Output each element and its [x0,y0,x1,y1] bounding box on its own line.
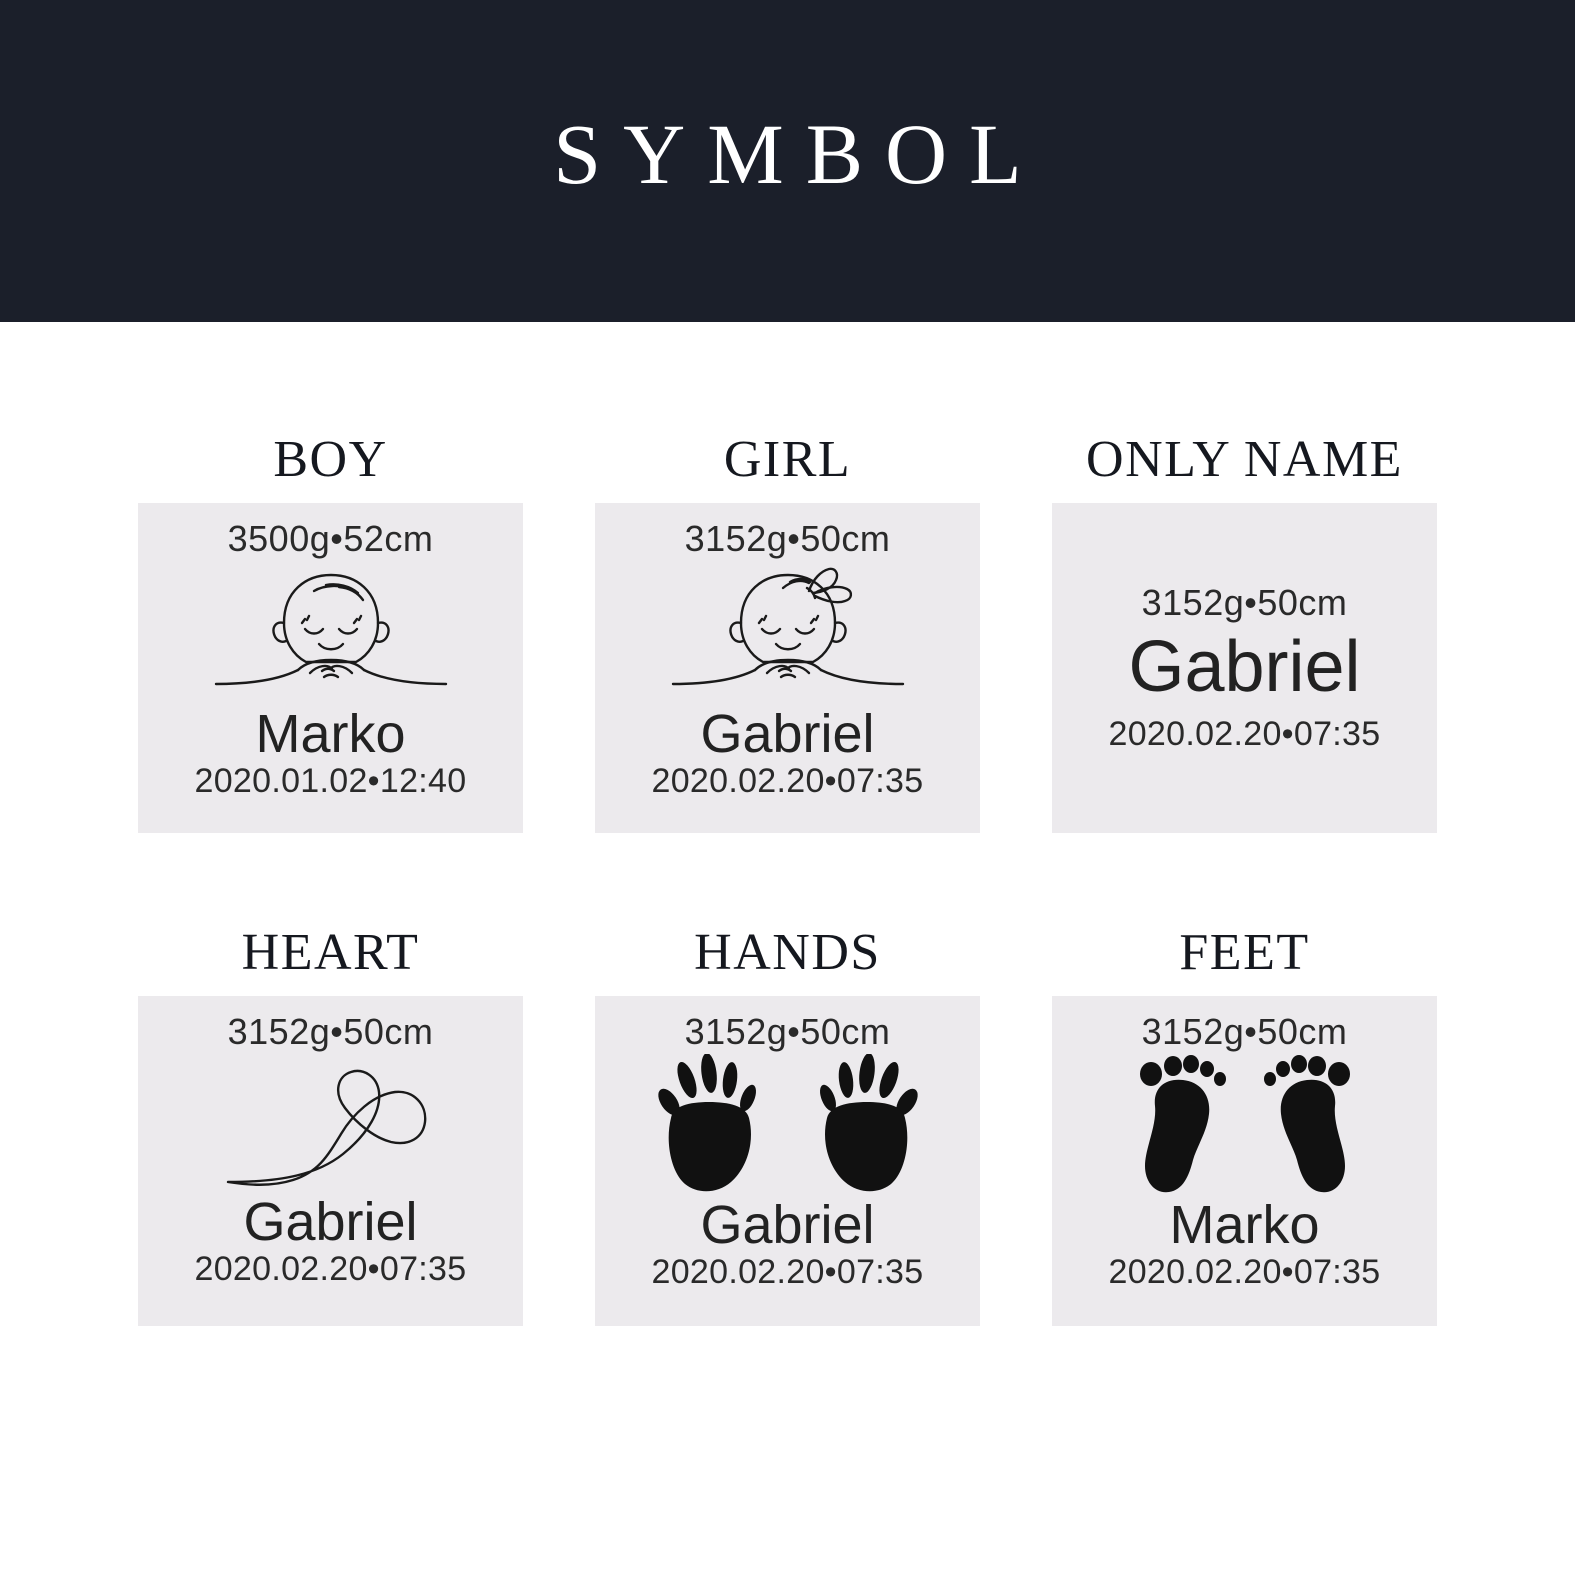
option-title: FEET [1179,924,1310,981]
header-bar [0,0,1575,322]
symbol-option-only-name[interactable] [1052,430,1437,833]
heart-line-icon [171,1054,491,1199]
measure-text: 3152g•50cm [684,1011,891,1052]
symbol-option-hands[interactable] [595,923,980,1326]
preview-tile[interactable] [595,996,980,1326]
name-text: Marko [1169,1194,1320,1255]
date-text: 2020.02.20•07:35 [1108,714,1381,753]
name-text: Gabriel [1128,627,1361,708]
preview-tile[interactable] [1052,503,1437,833]
symbol-option-girl[interactable] [595,430,980,833]
option-title: GIRL [723,431,852,488]
symbol-grid [0,430,1575,1326]
measure-text: 3152g•50cm [227,1011,434,1052]
preview-tile[interactable] [138,996,523,1326]
grid-row [0,430,1575,833]
preview-tile[interactable] [595,503,980,833]
baby-boy-icon [206,561,456,711]
option-title: HEART [241,924,420,981]
page-title: SYMBOL [553,106,1044,202]
preview-tile[interactable] [138,503,523,833]
name-text: Marko [255,703,406,764]
measure-text: 3152g•50cm [1141,1011,1348,1052]
footprints-icon [1115,1054,1375,1202]
date-text: 2020.02.20•07:35 [651,1252,924,1291]
measure-text: 3500g•52cm [227,518,434,559]
name-text: Gabriel [243,1191,418,1252]
baby-girl-icon [663,561,913,711]
option-title: ONLY NAME [1086,431,1403,488]
grid-row [0,923,1575,1326]
symbol-option-heart[interactable] [138,923,523,1326]
date-text: 2020.01.02•12:40 [194,761,467,800]
option-title: BOY [273,431,388,488]
name-text: Gabriel [700,1194,875,1255]
symbol-option-feet[interactable] [1052,923,1437,1326]
preview-tile[interactable] [1052,996,1437,1326]
name-text: Gabriel [700,703,875,764]
measure-text: 3152g•50cm [1141,581,1348,623]
option-title: HANDS [694,924,881,981]
measure-text: 3152g•50cm [684,518,891,559]
date-text: 2020.02.20•07:35 [651,761,924,800]
date-text: 2020.02.20•07:35 [1108,1252,1381,1291]
date-text: 2020.02.20•07:35 [194,1249,467,1288]
symbol-option-boy[interactable] [138,430,523,833]
handprints-icon [643,1054,933,1202]
